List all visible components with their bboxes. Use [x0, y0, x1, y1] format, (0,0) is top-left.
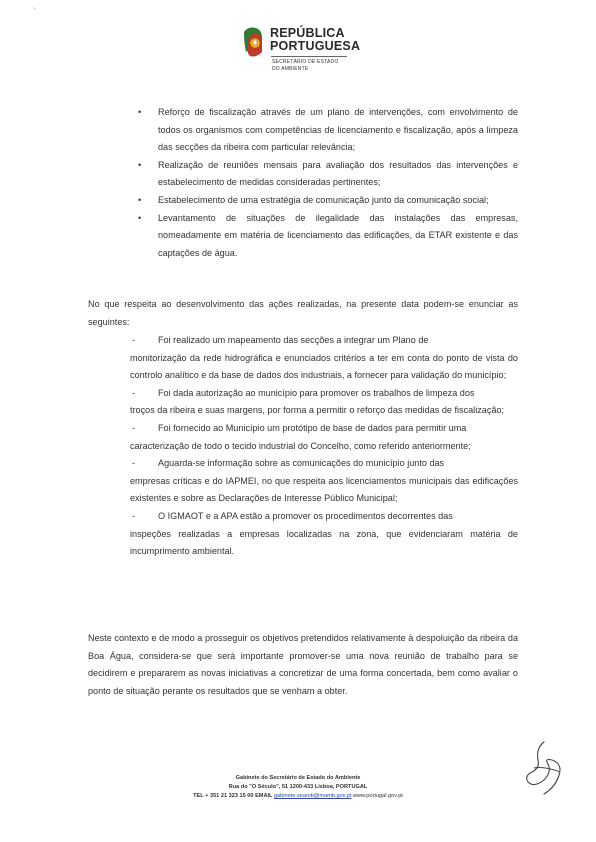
- action-item: [100, 420, 518, 455]
- action-continuation: empresas críticas e do IAPMEI, no que respeita aos licenciamentos municipais das edificações existentes e sobre as Declarações de Interesse Público Municipal;: [130, 475, 518, 504]
- footer-contacts: [140, 792, 456, 801]
- handwritten-signature: [514, 738, 570, 800]
- bullet-text: Reforço de fiscalização através de um plano de intervenções, com envolvimento de todos os organismos com competências de licenciamento e fiscalização, após a limpeza das secções da ribeira com particular relevância;: [158, 107, 518, 153]
- action-continuation: caracterização de todo o tecido industrial do Concelho, como referido anteriormente;: [130, 440, 471, 451]
- corner-mark: ': [34, 8, 36, 14]
- action-item: [100, 332, 518, 385]
- republica-portuguesa-logo: [238, 26, 378, 78]
- bullet-item: [138, 192, 518, 210]
- header-divider: [271, 56, 347, 57]
- footer-tel: TEL + 351 21 323 15 00 EMAIL: [193, 793, 273, 800]
- intro-paragraph: No que respeita ao desenvolvimento das ações realizadas, na presente data podem-se enunciar as seguintes:: [88, 299, 518, 327]
- action-item: [100, 455, 518, 508]
- action-continuation: monitorização da rede hidrográfica e enunciados critérios a ter em conta do ponto de vista do controlo analítico e da base de dados dos industriais, a fornecer para validação do município;: [130, 352, 518, 381]
- footer-address: Rua do "O Século", 51 1200-433 Lisboa, PORTUGAL: [228, 784, 368, 791]
- footer-office: Gabinete do Secretário de Estado do Ambiente: [235, 775, 361, 781]
- header-title-line2: PORTUGUESA: [270, 39, 361, 53]
- footer-website[interactable]: www.portugal.gov.pt: [352, 793, 403, 800]
- action-continuation: inspeções realizadas a empresas localizadas na zona, que evidenciaram matéria de incumprimento ambiental.: [130, 528, 518, 557]
- action-continuation: troços da ribeira e suas margens, por forma a permitir o reforço das medidas de fiscalização;: [130, 405, 505, 416]
- bullet-marker: •: [138, 194, 142, 205]
- dash-marker: -: [132, 335, 136, 345]
- action-item: [100, 385, 518, 420]
- dash-marker: -: [132, 458, 136, 469]
- bullet-item: [138, 104, 518, 157]
- action-first-line: Aguarda-se informação sobre as comunicações do município junto das: [158, 458, 445, 469]
- action-first-line: Foi fornecido ao Município um protótipo de base de dados para permitir uma: [158, 422, 467, 433]
- bullet-list: [138, 104, 518, 262]
- footer-email-link[interactable]: gabinete.seamb@mamb.gov.pt: [273, 793, 352, 800]
- actions-list: [100, 332, 518, 561]
- footer: [140, 774, 456, 802]
- bullet-item: [138, 157, 518, 192]
- coat-of-arms-icon: [242, 26, 264, 60]
- bullet-marker: •: [138, 159, 142, 170]
- bullet-marker: •: [138, 107, 142, 117]
- bullet-item: [138, 210, 518, 263]
- dash-marker: -: [132, 387, 136, 398]
- closing-paragraph: Neste contexto e de modo a prosseguir os objetivos pretendidos relativamente à despoluição da ribeira da Boa Água, considera-se que será importante promover-se uma nova reunião de trabalho para se decidirem e prepararem as novas iniciativas a concretizar de uma forma concertada, bem como avaliar o ponto de situação perante os resultados que se venham a obter.: [88, 633, 518, 696]
- bullet-text: Levantamento de situações de ilegalidade das instalações das empresas, nomeadamente em matéria de licenciamento das edificações, da ETAR existente e das captações de água.: [158, 212, 518, 258]
- bullet-text: Realização de reuniões mensais para avaliação dos resultados das intervenções e estabelecimento de medidas consideradas pertinentes;: [158, 159, 518, 188]
- action-first-line: O IGMAOT e a APA estão a promover os procedimentos decorrentes das: [158, 510, 453, 521]
- dash-marker: -: [132, 422, 136, 433]
- dash-marker: -: [132, 510, 136, 521]
- action-first-line: Foi dada autorização ao município para promover os trabalhos de limpeza dos: [158, 387, 475, 398]
- header-title-line1: REPÚBLICA: [270, 26, 345, 40]
- action-first-line: Foi realizado um mapeamento das secções a integrar um Plano de: [158, 335, 429, 345]
- header-subtitle-line1: SECRETÁRIO DE ESTADO: [272, 59, 339, 65]
- action-item: [100, 508, 518, 561]
- bullet-marker: •: [138, 212, 142, 223]
- header-subtitle-line2: DO AMBIENTE: [272, 66, 309, 72]
- bullet-text: Estabelecimento de uma estratégia de comunicação junto da comunicação social;: [158, 194, 489, 205]
